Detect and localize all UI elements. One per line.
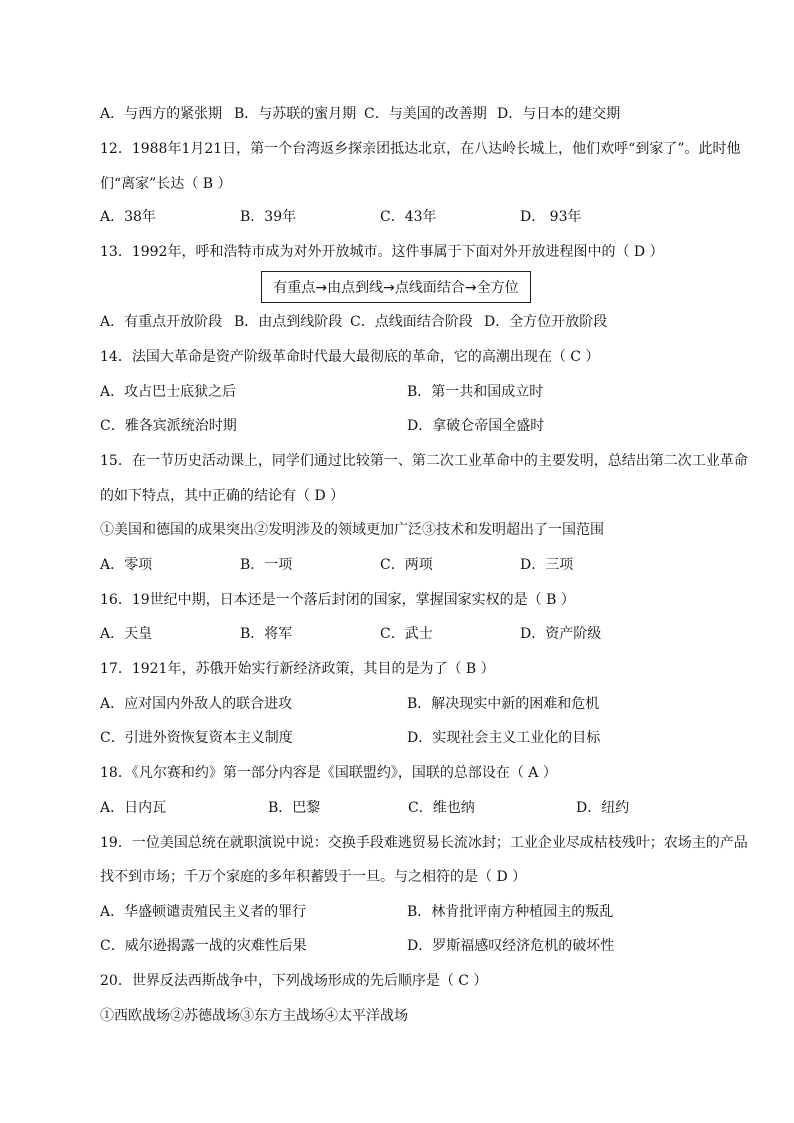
q20-stem-line1: 20．世界反法西斯战争中，下列战场形成的先后顺序是（ C ） — [100, 973, 488, 989]
q12-stem-line1: 12．1988年1月21日，第一个台湾返乡探亲团抵达北京，在八达岭长城上，他们欢呼“到家了”。此时他 — [100, 141, 741, 157]
q13-process-text: 有重点→由点到线→点线面结合→全方位 — [273, 280, 519, 296]
q12-option-c: C．43年 — [380, 209, 437, 225]
q13-option-d: D．全方位开放阶段 — [484, 314, 608, 330]
q18-option-b: B．巴黎 — [268, 800, 321, 816]
q11-option-a: A．与西方的紧张期 — [100, 106, 223, 122]
q11-option-d: D．与日本的建交期 — [497, 106, 621, 122]
q14-option-c: C．雅各宾派统治时期 — [100, 418, 237, 434]
q12-option-d: D． 93年 — [520, 209, 582, 225]
q19-option-d: D．罗斯福感叹经济危机的破坏性 — [407, 938, 615, 954]
q15-option-d: D．三项 — [520, 557, 574, 573]
q17-option-c: C．引进外资恢复资本主义制度 — [100, 730, 293, 746]
q16-stem-line1: 16．19世纪中期，日本还是一个落后封闭的国家，掌握国家实权的是（ B ） — [100, 592, 575, 608]
q16-option-b: B．将军 — [240, 626, 293, 642]
q20-statements: ①西欧战场②苏德战场③东方主战场④太平洋战场 — [100, 1008, 408, 1024]
q18-option-d: D．纽约 — [576, 800, 630, 816]
q17-stem-line1: 17．1921年，苏俄开始实行新经济政策，其目的是为了（ B ） — [100, 661, 495, 677]
q13-option-c: C．点线面结合阶段 — [350, 314, 473, 330]
q13-stem-line1: 13．1992年，呼和浩特市成为对外开放城市。这件事属于下面对外开放进程图中的（ D ） — [100, 244, 664, 260]
q15-stem-line1: 15．在一节历史活动课上，同学们通过比较第一、第二次工业革命中的主要发明，总结出第二次工业革命 — [100, 453, 748, 469]
q16-option-a: A．天皇 — [100, 626, 153, 642]
q11-option-b: B．与苏联的蜜月期 — [234, 106, 357, 122]
q12-stem-line2: 们“离家”长达（ B ） — [100, 176, 232, 192]
q17-option-a: A．应对国内外敌人的联合进攻 — [100, 696, 293, 712]
q14-option-b: B．第一共和国成立时 — [407, 384, 544, 400]
q14-option-d: D．拿破仑帝国全盛时 — [407, 418, 545, 434]
q12-option-a: A．38年 — [100, 209, 156, 225]
q14-option-a: A．攻占巴士底狱之后 — [100, 384, 237, 400]
q16-option-d: D．资产阶级 — [520, 626, 602, 642]
q15-option-a: A．零项 — [100, 557, 153, 573]
q15-stem-line2: 的如下特点，其中正确的结论有（ D ） — [100, 488, 345, 504]
q12-option-b: B．39年 — [240, 209, 297, 225]
q13-option-a: A．有重点开放阶段 — [100, 314, 223, 330]
q14-stem-line1: 14．法国大革命是资产阶级革命时代最大最彻底的革命，它的高潮出现在（ C ） — [100, 349, 600, 365]
q19-option-c: C．威尔逊揭露一战的灾难性后果 — [100, 938, 307, 954]
q18-stem-line1: 18．《凡尔赛和约》第一部分内容是《国联盟约》，国联的总部设在（ A ） — [100, 765, 557, 781]
q15-option-b: B．一项 — [240, 557, 293, 573]
q19-stem-line2: 找不到市场；千万个家庭的多年积蓄毁于一旦。与之相符的是（ D ） — [100, 869, 527, 885]
q13-option-b: B．由点到线阶段 — [234, 314, 343, 330]
q18-option-c: C．维也纳 — [408, 800, 475, 816]
q17-option-d: D．实现社会主义工业化的目标 — [407, 730, 601, 746]
q15-option-c: C．两项 — [380, 557, 433, 573]
q15-statements: ①美国和德国的成果突出②发明涉及的领域更加广泛③技术和发明超出了一国范围 — [100, 522, 604, 538]
q19-option-b: B．林肯批评南方种植园主的叛乱 — [407, 904, 614, 920]
q18-option-a: A．日内瓦 — [100, 800, 167, 816]
q13-process-diagram — [261, 271, 531, 303]
q11-option-c: C．与美国的改善期 — [364, 106, 487, 122]
q19-option-a: A．华盛顿谴责殖民主义者的罪行 — [100, 904, 307, 920]
q16-option-c: C．武士 — [380, 626, 433, 642]
q17-option-b: B．解决现实中新的困难和危机 — [407, 696, 600, 712]
q19-stem-line1: 19．一位美国总统在就职演说中说：交换手段难逃贸易长流冰封；工业企业尽成枯枝残叶；农场主的产品 — [100, 835, 748, 851]
